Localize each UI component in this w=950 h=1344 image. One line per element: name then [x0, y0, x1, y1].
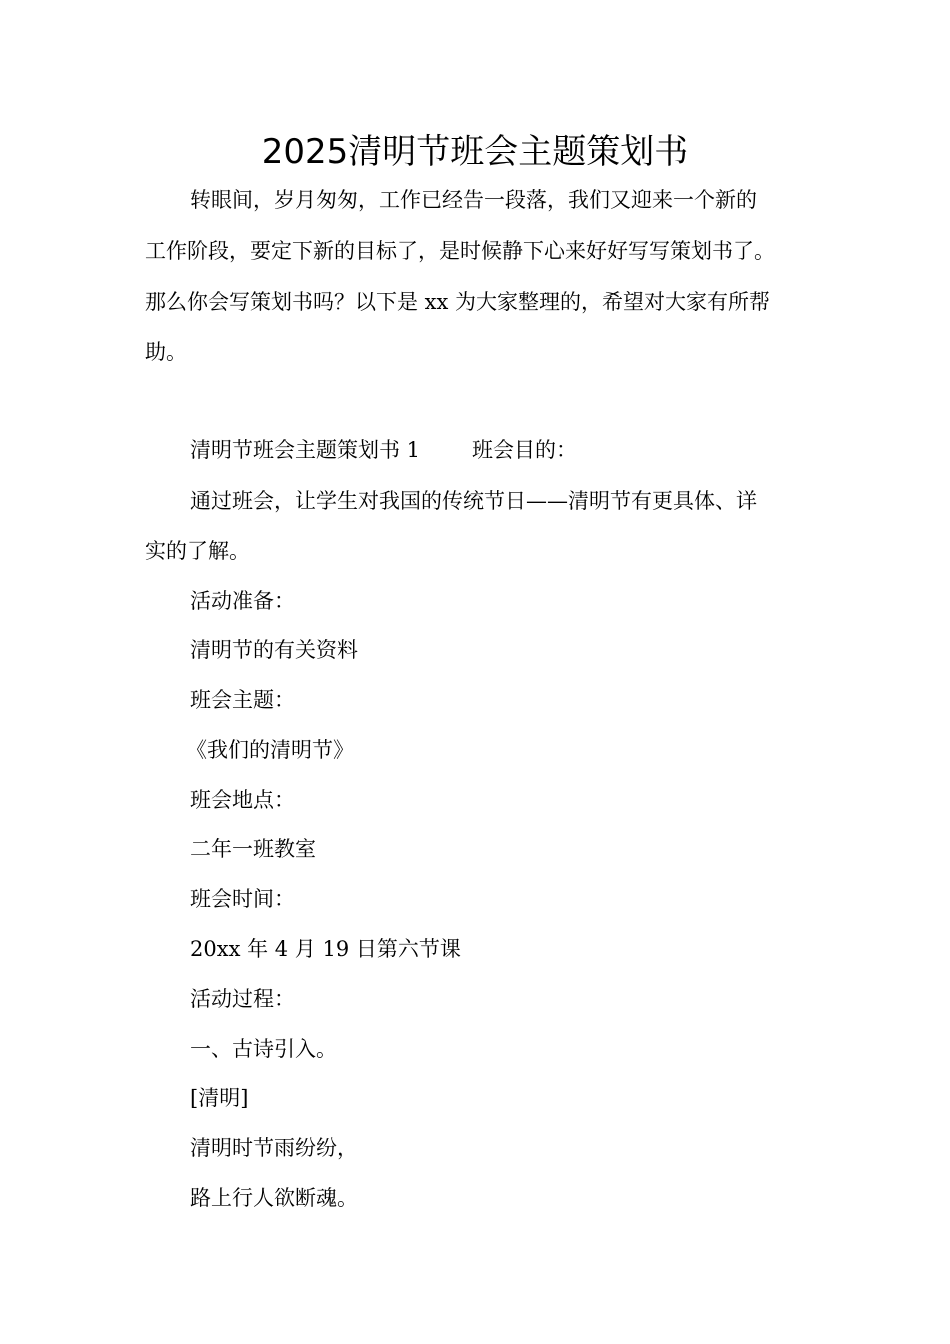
- intro-line-4: 助。: [145, 340, 187, 364]
- theme-value: 《我们的清明节》: [186, 738, 354, 762]
- intro-line-1: 转眼间，岁月匆匆，工作已经告一段落，我们又迎来一个新的: [190, 188, 757, 212]
- time-value: 20xx 年 4 月 19 日第六节课: [190, 937, 461, 961]
- place-value: 二年一班教室: [190, 837, 316, 861]
- purpose-line-1: 通过班会，让学生对我国的传统节日——清明节有更具体、详: [190, 489, 757, 513]
- intro-line-2: 工作阶段，要定下新的目标了，是时候静下心来好好写写策划书了。: [145, 239, 775, 263]
- purpose-line-2: 实的了解。: [145, 539, 250, 563]
- process-label: 活动过程：: [190, 987, 295, 1011]
- purpose-label: 班会目的：: [472, 438, 577, 462]
- prep-value: 清明节的有关资料: [190, 638, 358, 662]
- time-label: 班会时间：: [190, 887, 295, 911]
- prep-label: 活动准备：: [190, 589, 295, 613]
- document-title: 2025清明节班会主题策划书: [261, 132, 689, 172]
- intro-line-3: 那么你会写策划书吗？以下是 xx 为大家整理的，希望对大家有所帮: [145, 290, 771, 314]
- step-1: 一、古诗引入。: [190, 1037, 337, 1061]
- place-label: 班会地点：: [190, 788, 295, 812]
- poem-line-1: 清明时节雨纷纷，: [190, 1136, 358, 1160]
- section-heading: 清明节班会主题策划书 1: [190, 438, 421, 462]
- poem-title: [清明]: [190, 1086, 249, 1110]
- poem-line-2: 路上行人欲断魂。: [190, 1186, 358, 1210]
- theme-label: 班会主题：: [190, 688, 295, 712]
